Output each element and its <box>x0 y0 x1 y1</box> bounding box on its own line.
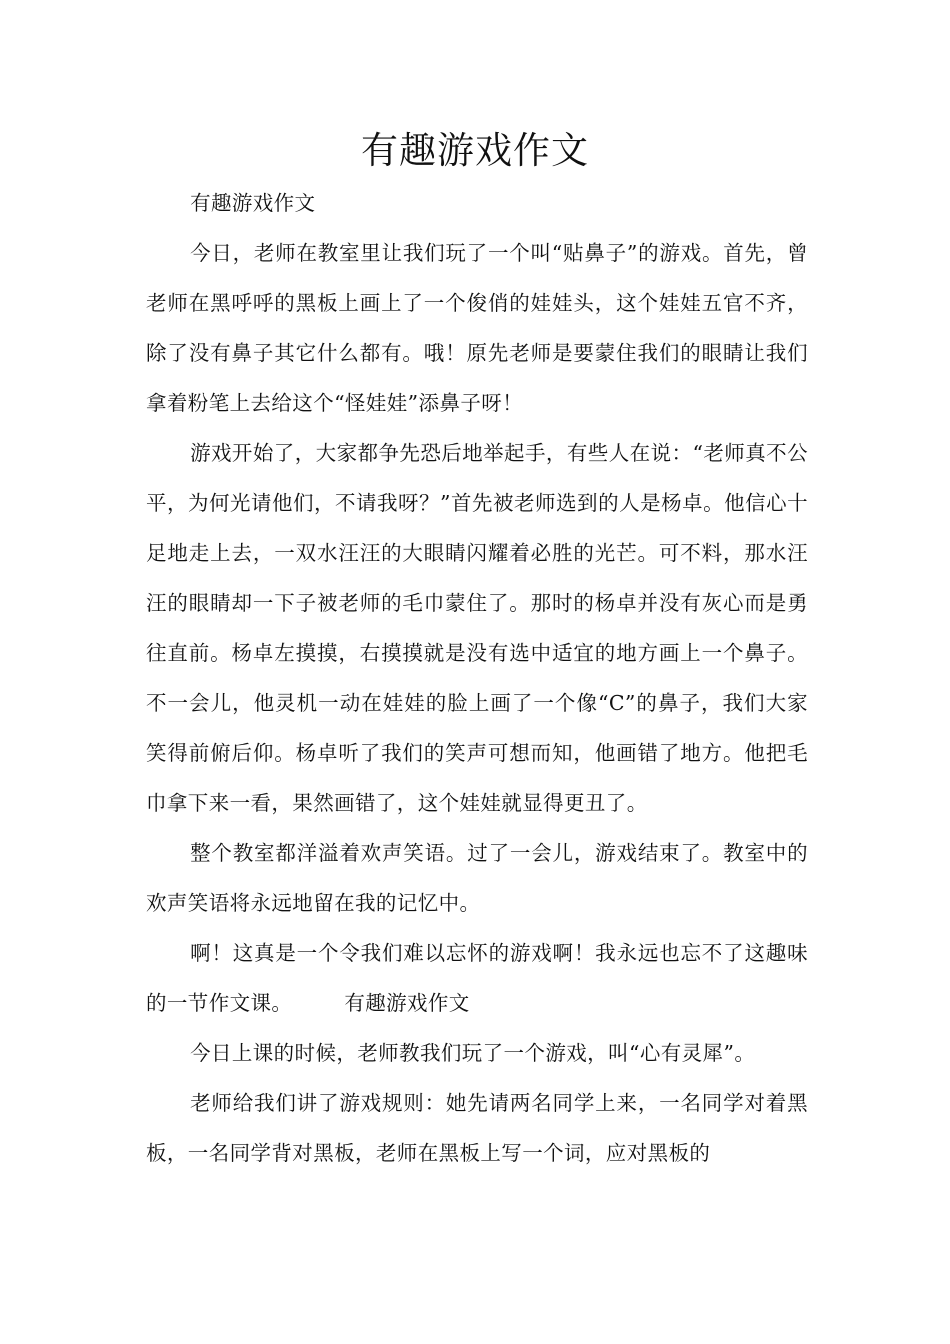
paragraph-6: 老师给我们讲了游戏规则：她先请两名同学上来，一名同学对着黑板，一名同学背对黑板，老师在黑板上写一个词，应对黑板的 <box>146 1091 808 1165</box>
paragraph-1: 今日，老师在教室里让我们玩了一个叫“贴鼻子”的游戏。首先，曾老师在黑呼呼的黑板上画上了一个俊俏的娃娃头，这个娃娃五官不齐，除了没有鼻子其它什么都有。哦！原先老师是要蒙住我们的眼睛让我们拿着粉笔上去给这个“怪娃娃”添鼻子呀！ <box>146 241 808 415</box>
second-essay-title: 有趣游戏作文 <box>344 991 470 1015</box>
paragraph-4 <box>146 928 808 1028</box>
closing-paragraph: 啊！这真是一个令我们难以忘怀的游戏啊！我永远也忘不了这趣味的一节作文课。 <box>146 941 808 1015</box>
document-body <box>146 178 808 1178</box>
essay-subtitle: 有趣游戏作文 <box>190 191 316 215</box>
paragraph-2: 游戏开始了，大家都争先恐后地举起手，有些人在说：“老师真不公平，为何光请他们，不请我呀？”首先被老师选到的人是杨卓。他信心十足地走上去，一双水汪汪的大眼睛闪耀着必胜的光芒。可不料，那水汪汪的眼睛却一下子被老师的毛巾蒙住了。那时的杨卓并没有灰心而是勇往直前。杨卓左摸摸，右摸摸就是没有选中适宜的地方画上一个鼻子。不一会儿，他灵机一动在娃娃的脸上画了一个像“C”的鼻子，我们大家笑得前俯后仰。杨卓听了我们的笑声可想而知，他画错了地方。他把毛巾拿下来一看，果然画错了，这个娃娃就显得更丑了。 <box>146 441 808 815</box>
paragraph-3: 整个教室都洋溢着欢声笑语。过了一会儿，游戏结束了。教室中的欢声笑语将永远地留在我的记忆中。 <box>146 841 808 915</box>
document-title: 有趣游戏作文 <box>361 129 589 172</box>
paragraph-5: 今日上课的时候，老师教我们玩了一个游戏，叫“心有灵犀”。 <box>190 1041 756 1065</box>
